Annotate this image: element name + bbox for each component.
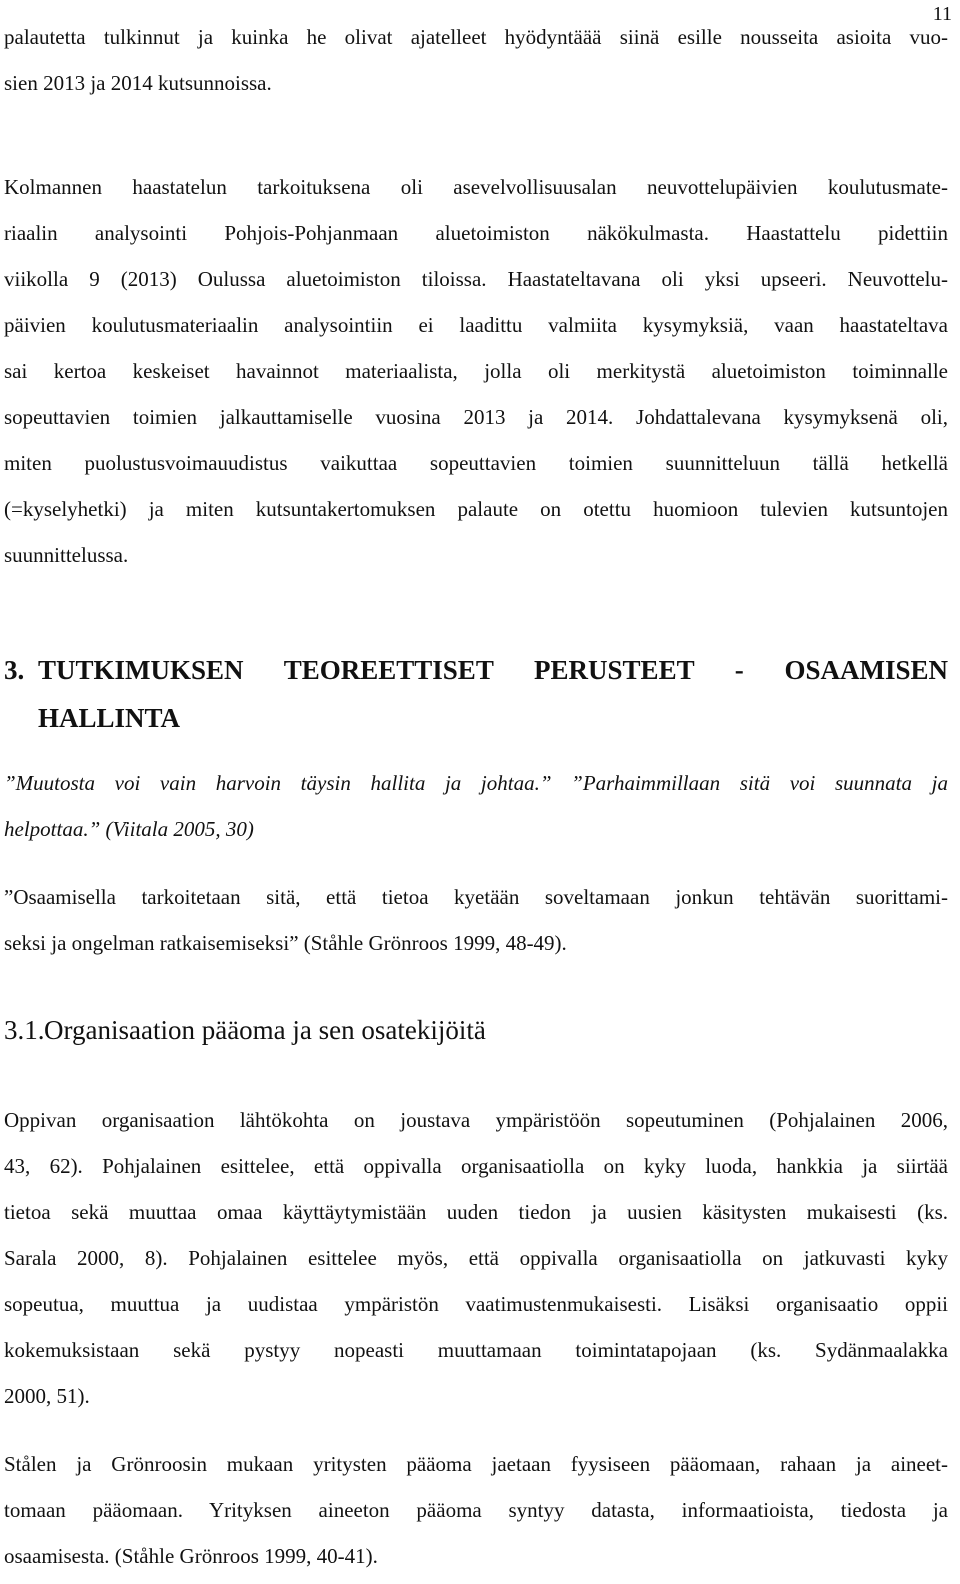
text-line: (=kyselyhetki) ja miten kutsuntakertomuksen palaute on otettu huomioon tulevien kutsuntojen	[4, 497, 948, 521]
quote-citation: ” (Ståhle Grönroos 1999, 48-49).	[289, 931, 567, 955]
subheading	[4, 1010, 948, 1050]
text-line: tomaan pääomaan. Yrityksen aineeton pääoma syntyy datasta, informaatioista, tiedosta ja	[4, 1498, 948, 1522]
text-line: 2000, 51).	[4, 1384, 90, 1408]
text-line: sopeuttavien toimien jalkauttamiselle vuosina 2013 ja 2014. Johdattalevana kysymyksenä oli,	[4, 405, 948, 429]
text-line: sopeutua, muuttua ja uudistaa ympäristön vaatimustenmukaisesti. Lisäksi organisaatio oppii	[4, 1292, 948, 1316]
text-line: miten puolustusvoimauudistus vaikuttaa sopeuttavien toimien suunnitteluun tällä hetkellä	[4, 451, 948, 475]
quote-line-2	[4, 920, 948, 966]
text-line: viikolla 9 (2013) Oulussa aluetoimiston tiloissa. Haastateltavana oli yksi upseeri. Neuvottelu-	[4, 267, 948, 291]
text-line: Kolmannen haastatelun tarkoituksena oli asevelvollisuusalan neuvottelupäivien koulutusmate-	[4, 175, 948, 199]
quote-text: helpottaa.”	[4, 817, 106, 841]
paragraph-4	[4, 1441, 948, 1579]
quote-1	[4, 760, 948, 852]
heading-title-line-2: HALLINTA	[38, 703, 181, 733]
heading-title: Organisaation pääoma ja sen osatekijöitä	[44, 1015, 486, 1045]
quote-line: ”Muutosta voi vain harvoin täysin hallita ja johtaa.” ”Parhaimmillaan sitä voi suunnata ja	[4, 771, 948, 795]
quote-line-2	[4, 806, 948, 852]
paragraph-2	[4, 164, 948, 578]
text-line: palautetta tulkinnut ja kuinka he olivat ajatelleet hyödyntäää siinä esille nousseita asioita vuo-	[4, 25, 948, 49]
section-heading-3-1	[4, 1010, 948, 1050]
text-line: osaamisesta. (Ståhle Grönroos 1999, 40-41).	[4, 1544, 378, 1568]
text-line: suunnittelussa.	[4, 543, 129, 567]
heading-line-2	[4, 694, 948, 742]
text-line: Stålen ja Grönroosin mukaan yritysten pääoma jaetaan fyysiseen pääomaan, rahaan ja aineet-	[4, 1452, 948, 1476]
heading-line-1	[4, 646, 948, 694]
text-line: päivien koulutusmateriaalin analysointiin ei laadittu valmiita kysymyksiä, vaan haastateltava	[4, 313, 948, 337]
text-line: sien 2013 ja 2014 kutsunnoissa.	[4, 71, 272, 95]
quote-text: seksi ja ongelman ratkaisemiseksi	[4, 931, 290, 955]
text-line: Sarala 2000, 8). Pohjalainen esittelee myös, että oppivalla organisaatiolla on jatkuvasti kyky	[4, 1246, 948, 1270]
heading-number: 3.1.	[4, 1015, 45, 1045]
quote-line: ”Osaamisella tarkoitetaan sitä, että tietoa kyetään soveltamaan jonkun tehtävän suorittami-	[4, 885, 948, 909]
heading-title-line-1: TUTKIMUKSEN TEOREETTISET PERUSTEET - OSAAMISEN	[38, 655, 948, 685]
text-line: kokemuksistaan sekä pystyy nopeasti muuttamaan toimintatapojaan (ks. Sydänmaalakka	[4, 1338, 948, 1362]
text-line: tietoa sekä muuttaa omaa käyttäytymistään uuden tiedon ja uusien käsitysten mukaisesti (ks.	[4, 1200, 948, 1224]
text-line: riaalin analysointi Pohjois-Pohjanmaan aluetoimiston näkökulmasta. Haastattelu pidettiin	[4, 221, 948, 245]
text-line: sai kertoa keskeiset havainnot materiaalista, jolla oli merkitystä aluetoimiston toiminnalle	[4, 359, 948, 383]
section-heading-3	[4, 646, 948, 742]
text-line: Oppivan organisaation lähtökohta on joustava ympäristöön sopeutuminen (Pohjalainen 2006,	[4, 1108, 948, 1132]
text-line: 43, 62). Pohjalainen esittelee, että oppivalla organisaatiolla on kyky luoda, hankkia ja siirtää	[4, 1154, 948, 1178]
page-number: 11	[932, 3, 952, 25]
quote-citation: (Viitala 2005, 30)	[105, 817, 254, 841]
paragraph-1	[4, 14, 948, 106]
heading-number: 3.	[4, 655, 25, 685]
quote-2	[4, 874, 948, 966]
paragraph-3	[4, 1097, 948, 1419]
